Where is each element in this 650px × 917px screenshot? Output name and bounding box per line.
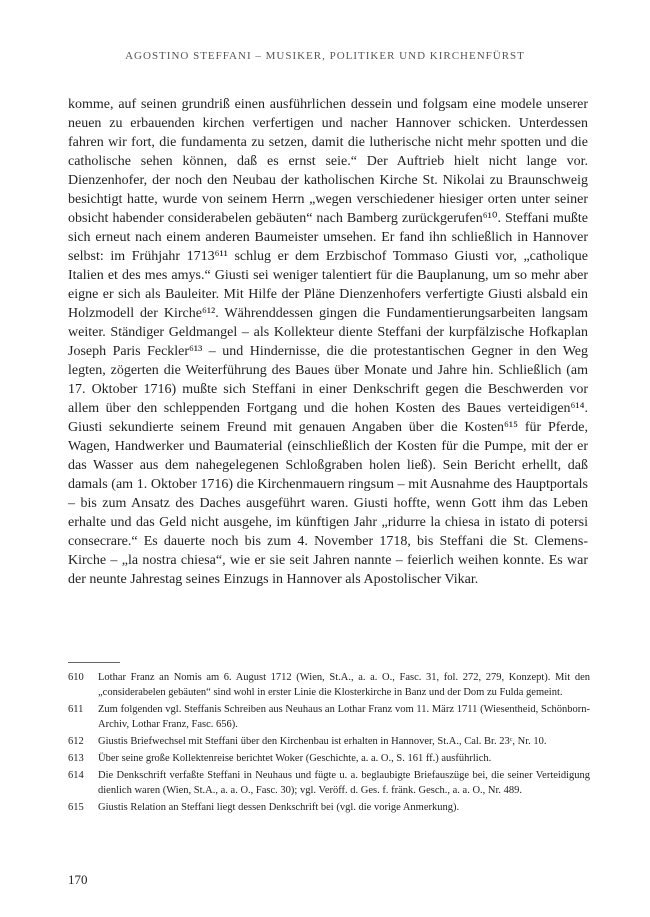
footnote-number: 613	[68, 753, 84, 764]
footnote-text: Über seine große Kollektenreise berichtet Woker (Geschichte, a. a. O., S. 161 ff.) ausführlich.	[98, 753, 492, 764]
footnote-text: Lothar Franz an Nomis am 6. August 1712 (Wien, St.A., a. a. O., Fasc. 31, fol. 272, 279, Konzept). Mit den „considerabelen gebäuten“ sind wohl in erster Linie die Klosterkirche in Banz und der Dom zu Fulda gemeint.	[98, 672, 590, 698]
footnote	[68, 734, 590, 749]
footnote	[68, 751, 590, 766]
footnotes	[68, 670, 590, 817]
footnote-separator	[68, 662, 120, 663]
footnote-number: 615	[68, 802, 84, 813]
footnote-number: 610	[68, 672, 84, 683]
footnote	[68, 768, 590, 798]
footnote-number: 611	[68, 704, 84, 715]
footnote	[68, 670, 590, 700]
running-header: AGOSTINO STEFFANI – MUSIKER, POLITIKER UND KIRCHENFÜRST	[125, 50, 525, 62]
footnote	[68, 702, 590, 732]
footnote-number: 612	[68, 736, 84, 747]
footnote-text: Die Denkschrift verfaßte Steffani in Neuhaus und fügte u. a. beglaubigte Briefauszüge bei, die seiner Verteidigung dienlich waren (Wien, St.A., a. a. O., Fasc. 30); vgl. Veröff. d. Ges. f. fränk. Gesch., a. a. O., Nr. 489.	[98, 770, 590, 796]
footnote	[68, 800, 590, 815]
footnote-text: Giustis Briefwechsel mit Steffani über den Kirchenbau ist erhalten in Hannover, St.A., Cal. Br. 23ᶜ, Nr. 10.	[98, 736, 547, 747]
page-number: 170	[68, 872, 88, 887]
footnote-text: Giustis Relation an Steffani liegt dessen Denkschrift bei (vgl. die vorige Anmerkung).	[98, 802, 460, 813]
main-text: komme, auf seinen grundriß einen ausführlichen dessein und folgsam eine modele unserer neuen zu erbauenden kirchen verfertigen und nacher Hannover schicken. Unterdessen fahren wir fort, die fundamenta zu setzen, damit die lutherische nicht mehr spotten und die catholische sehen können, daß es ernst seie.“ Der Auftrieb hielt nicht lange vor. Dienzenhofer, der noch den Neubau der katholischen Kirche St. Nikolai zu Braunschweig besichtigt hatte, wurde von seinem Herrn „wegen verschiedener hiesiger orten unter seiner obsicht habender considerabelen gebäuten“ nach Bamberg zurückgerufen⁶¹⁰. Steffani mußte sich erneut nach einem anderen Baumeister umsehen. Er fand ihn schließlich in Hannover selbst: im Frühjahr 1713⁶¹¹ schlug er dem Erzbischof Tommaso Giusti vor, „catholique Italien et des mes amys.“ Giusti sei weniger talentiert für die Bauplanung, um so mehr aber eigne er sich als Bauleiter. Mit Hilfe der Pläne Dienzenhofers verfertigte Giusti alsbald ein Holzmodell der Kirche⁶¹². Währenddessen gingen die Fundamentierungsarbeiten langsam weiter. Ständiger Geldmangel – als Kollekteur diente Steffani der kurpfälzische Hofkaplan Joseph Paris Feckler⁶¹³ – und Hindernisse, die die protestantischen Gegner in den Weg legten, zögerten die Weiterführung des Baues über Monate und Jahre hin. Schließlich (am 17. Oktober 1716) mußte sich Steffani in einer Denkschrift gegen die Beschwerden vor allem über den schleppenden Fortgang und die hohen Kosten des Baues verteidigen⁶¹⁴. Giusti sekundierte seinem Freund mit genauen Angaben über die Kosten⁶¹⁵ für Pferde, Wagen, Handwerker und Baumaterial (einschließlich der Kosten für die Pumpe, mit der er das Wasser aus dem nahegelegenen Schloßgraben holen ließ). Sein Bericht erhellt, daß damals (am 1. Oktober 1716) die Kirchenmauern ringsum – mit Ausnahme des Hauptportals – bis zum Ansatz des Daches ausgeführt waren. Giusti hoffte, wenn Gott ihm das Leben erhalte und das Geld nicht ausgehe, im künftigen Jahr „ridurre la chiesa in istato di potersi consecrare.“ Es dauerte noch bis zum 4. November 1718, bis Steffani die St. Clemens-Kirche – „la nostra chiesa“, wie er sie seit Jahren nannte – feierlich weihen konnte. Es war der neunte Jahrestag seines Einzugs in Hannover als Apostolischer Vikar.	[68, 97, 588, 587]
footnote-number: 614	[68, 770, 84, 781]
footnote-text: Zum folgenden vgl. Steffanis Schreiben aus Neuhaus an Lothar Franz vom 11. März 1711 (Wiesentheid, Schönborn-Archiv, Lothar Franz, Fasc. 656).	[98, 704, 590, 730]
